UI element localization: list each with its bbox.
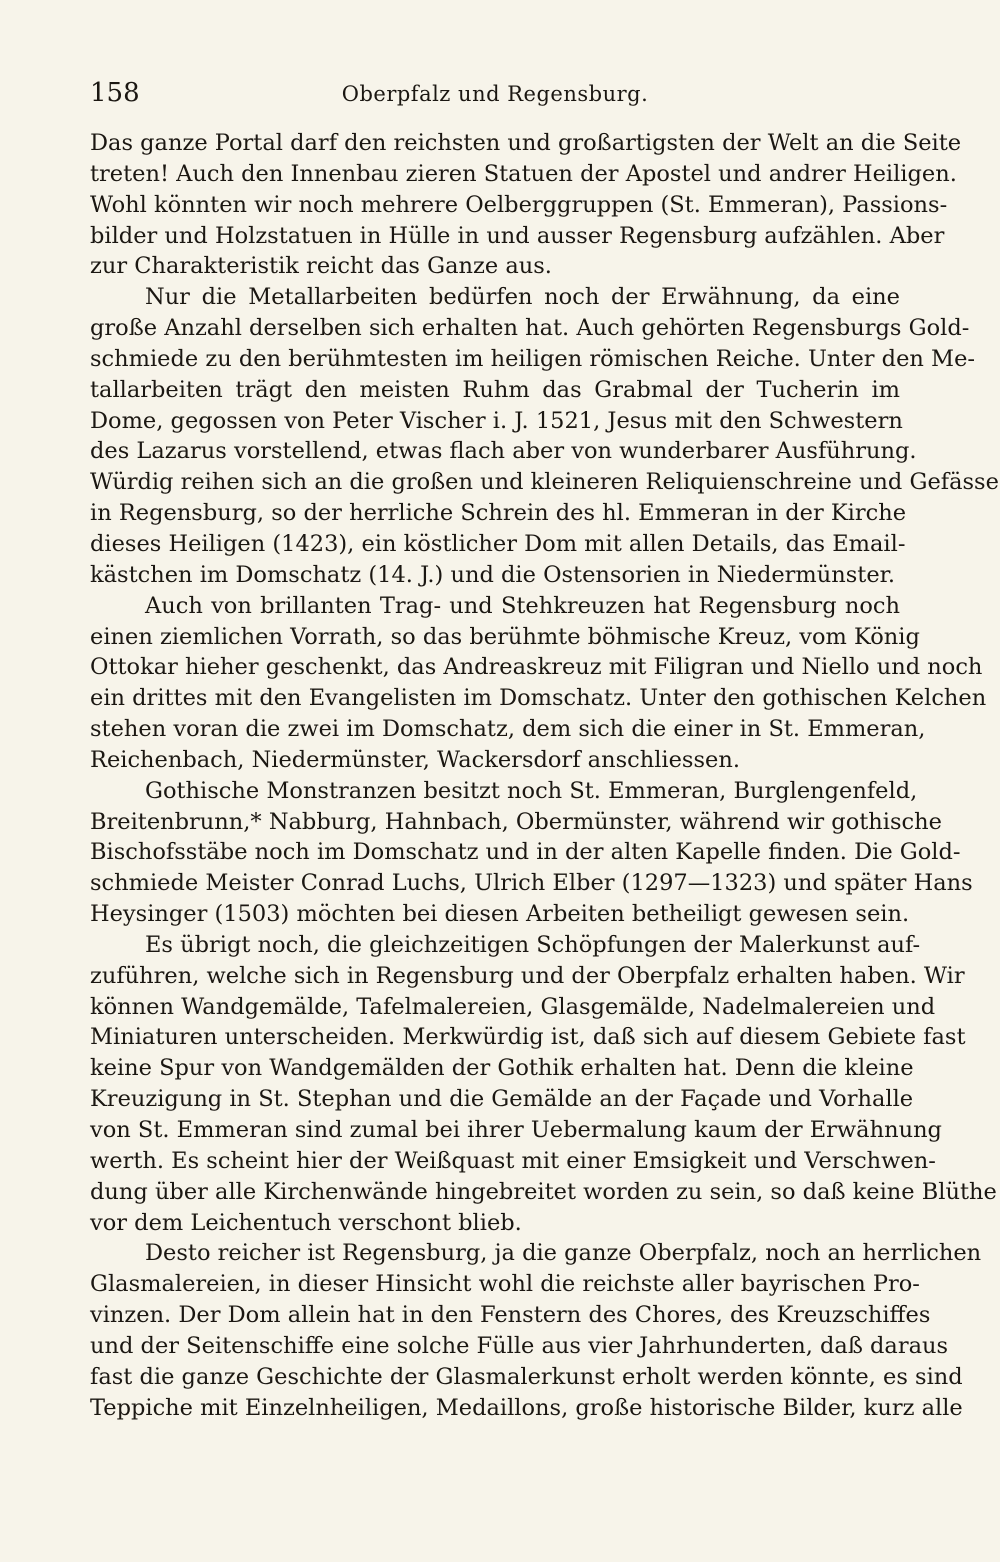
paragraph: [90, 776, 973, 930]
text-line: vor dem Leichentuch verschont blieb.: [90, 1209, 522, 1236]
text-line: Kreuzigung in St. Stephan und die Gemälde an der Façade und Vorhalle: [90, 1086, 914, 1113]
text-line: des Lazarus vorstellend, etwas flach aber von wunderbarer Ausführung.: [90, 438, 917, 465]
text-line: große Anzahl derselben sich erhalten hat. Auch gehörten Regensburgs Gold-: [90, 315, 970, 342]
text-line: Heysinger (1503) möchten bei diesen Arbeiten betheiligt gewesen sein.: [90, 901, 910, 928]
page-header: [90, 78, 900, 124]
text-line: Ottokar hieher geschenkt, das Andreaskreuz mit Filigran und Niello und noch: [90, 654, 983, 681]
text-line: schmiede zu den berühmtesten im heiligen römischen Reiche. Unter den Me-: [90, 345, 975, 372]
text-line: Miniaturen unterscheiden. Merkwürdig ist, daß sich auf diesem Gebiete fast: [90, 1024, 966, 1051]
text-line: zur Charakteristik reicht das Ganze aus.: [90, 253, 552, 280]
paragraph: [90, 282, 999, 590]
text-line: Wohl könnten wir noch mehrere Oelberggruppen (St. Emmeran), Passions-: [90, 191, 948, 218]
text-line: Auch von brillanten Trag- und Stehkreuzen hat Regensburg noch: [145, 592, 900, 619]
text-line: kästchen im Domschatz (14. J.) und die Ostensorien in Niedermünster.: [90, 561, 896, 588]
text-line: Würdig reihen sich an die großen und kleineren Reliquienschreine und Gefässe: [90, 469, 999, 496]
text-line: Gothische Monstranzen besitzt noch St. Emmeran, Burglengenfeld,: [145, 777, 918, 804]
text-line: einen ziemlichen Vorrath, so das berühmte böhmische Kreuz, vom König: [90, 623, 920, 650]
text-line: können Wandgemälde, Tafelmalereien, Glasgemälde, Nadelmalereien und: [90, 993, 936, 1020]
text-line: treten! Auch den Innenbau zieren Statuen der Apostel und andrer Heiligen.: [90, 160, 957, 187]
text-line: keine Spur von Wandgemälden der Gothik erhalten hat. Denn die kleine: [90, 1055, 914, 1082]
text-line: bilder und Holzstatuen in Hülle in und ausser Regensburg aufzählen. Aber: [90, 222, 945, 249]
text-line: Dome, gegossen von Peter Vischer i. J. 1521, Jesus mit den Schwestern: [90, 407, 903, 434]
paragraph: [90, 591, 987, 776]
text-line: und der Seitenschiffe eine solche Fülle aus vier Jahrhunderten, daß daraus: [90, 1332, 949, 1359]
text-line: Breitenbrunn,* Nabburg, Hahnbach, Obermünster, während wir gothische: [90, 808, 942, 835]
text-line: fast die ganze Geschichte der Glasmalerkunst erholt werden könnte, es sind: [90, 1363, 963, 1390]
text-line: Teppiche mit Einzelnheiligen, Medaillons, große historische Bilder, kurz alle: [90, 1394, 963, 1421]
text-line: Das ganze Portal darf den reichsten und großartigsten der Welt an die Seite: [90, 130, 962, 156]
text-line: werth. Es scheint hier der Weißquast mit einer Emsigkeit und Verschwen-: [90, 1147, 936, 1174]
text-line: ein drittes mit den Evangelisten im Domschatz. Unter den gothischen Kelchen: [90, 685, 987, 712]
text-line: von St. Emmeran sind zumal bei ihrer Uebermalung kaum der Erwähnung: [90, 1117, 942, 1143]
text-line: stehen voran die zwei im Domschatz, dem sich die einer in St. Emmeran,: [90, 716, 926, 743]
paragraph: [90, 930, 997, 1238]
paragraph: [90, 1238, 982, 1423]
running-title: Oberpfalz und Regensburg.: [341, 82, 649, 106]
text-line: Desto reicher ist Regensburg, ja die ganze Oberpfalz, noch an herrlichen: [145, 1240, 982, 1267]
book-page: [90, 78, 999, 1423]
text-line: schmiede Meister Conrad Luchs, Ulrich Elber (1297—1323) und später Hans: [90, 870, 973, 897]
text-line: Reichenbach, Niedermünster, Wackersdorf anschliessen.: [90, 746, 740, 773]
text-line: Es übrigt noch, die gleichzeitigen Schöpfungen der Malerkunst auf-: [145, 931, 921, 958]
body-text: [90, 128, 999, 1423]
text-line: Bischofsstäbe noch im Domschatz und in der alten Kapelle finden. Die Gold-: [90, 839, 961, 866]
text-line: Nur die Metallarbeiten bedürfen noch der Erwähnung, da eine: [145, 284, 900, 311]
text-line: dieses Heiligen (1423), ein köstlicher Dom mit allen Details, das Email-: [90, 530, 906, 557]
paragraph: [90, 128, 962, 282]
text-line: Glasmalereien, in dieser Hinsicht wohl die reichste aller bayrischen Pro-: [90, 1271, 920, 1298]
page-number: 158: [90, 78, 140, 108]
text-line: zuführen, welche sich in Regensburg und der Oberpfalz erhalten haben. Wir: [90, 962, 965, 989]
text-line: in Regensburg, so der herrliche Schrein des hl. Emmeran in der Kirche: [90, 500, 907, 527]
text-line: tallarbeiten trägt den meisten Ruhm das Grabmal der Tucherin im: [90, 376, 900, 403]
text-line: vinzen. Der Dom allein hat in den Fenstern des Chores, des Kreuzschiffes: [90, 1302, 931, 1329]
text-line: dung über alle Kirchenwände hingebreitet worden zu sein, so daß keine Blüthe: [90, 1178, 997, 1205]
